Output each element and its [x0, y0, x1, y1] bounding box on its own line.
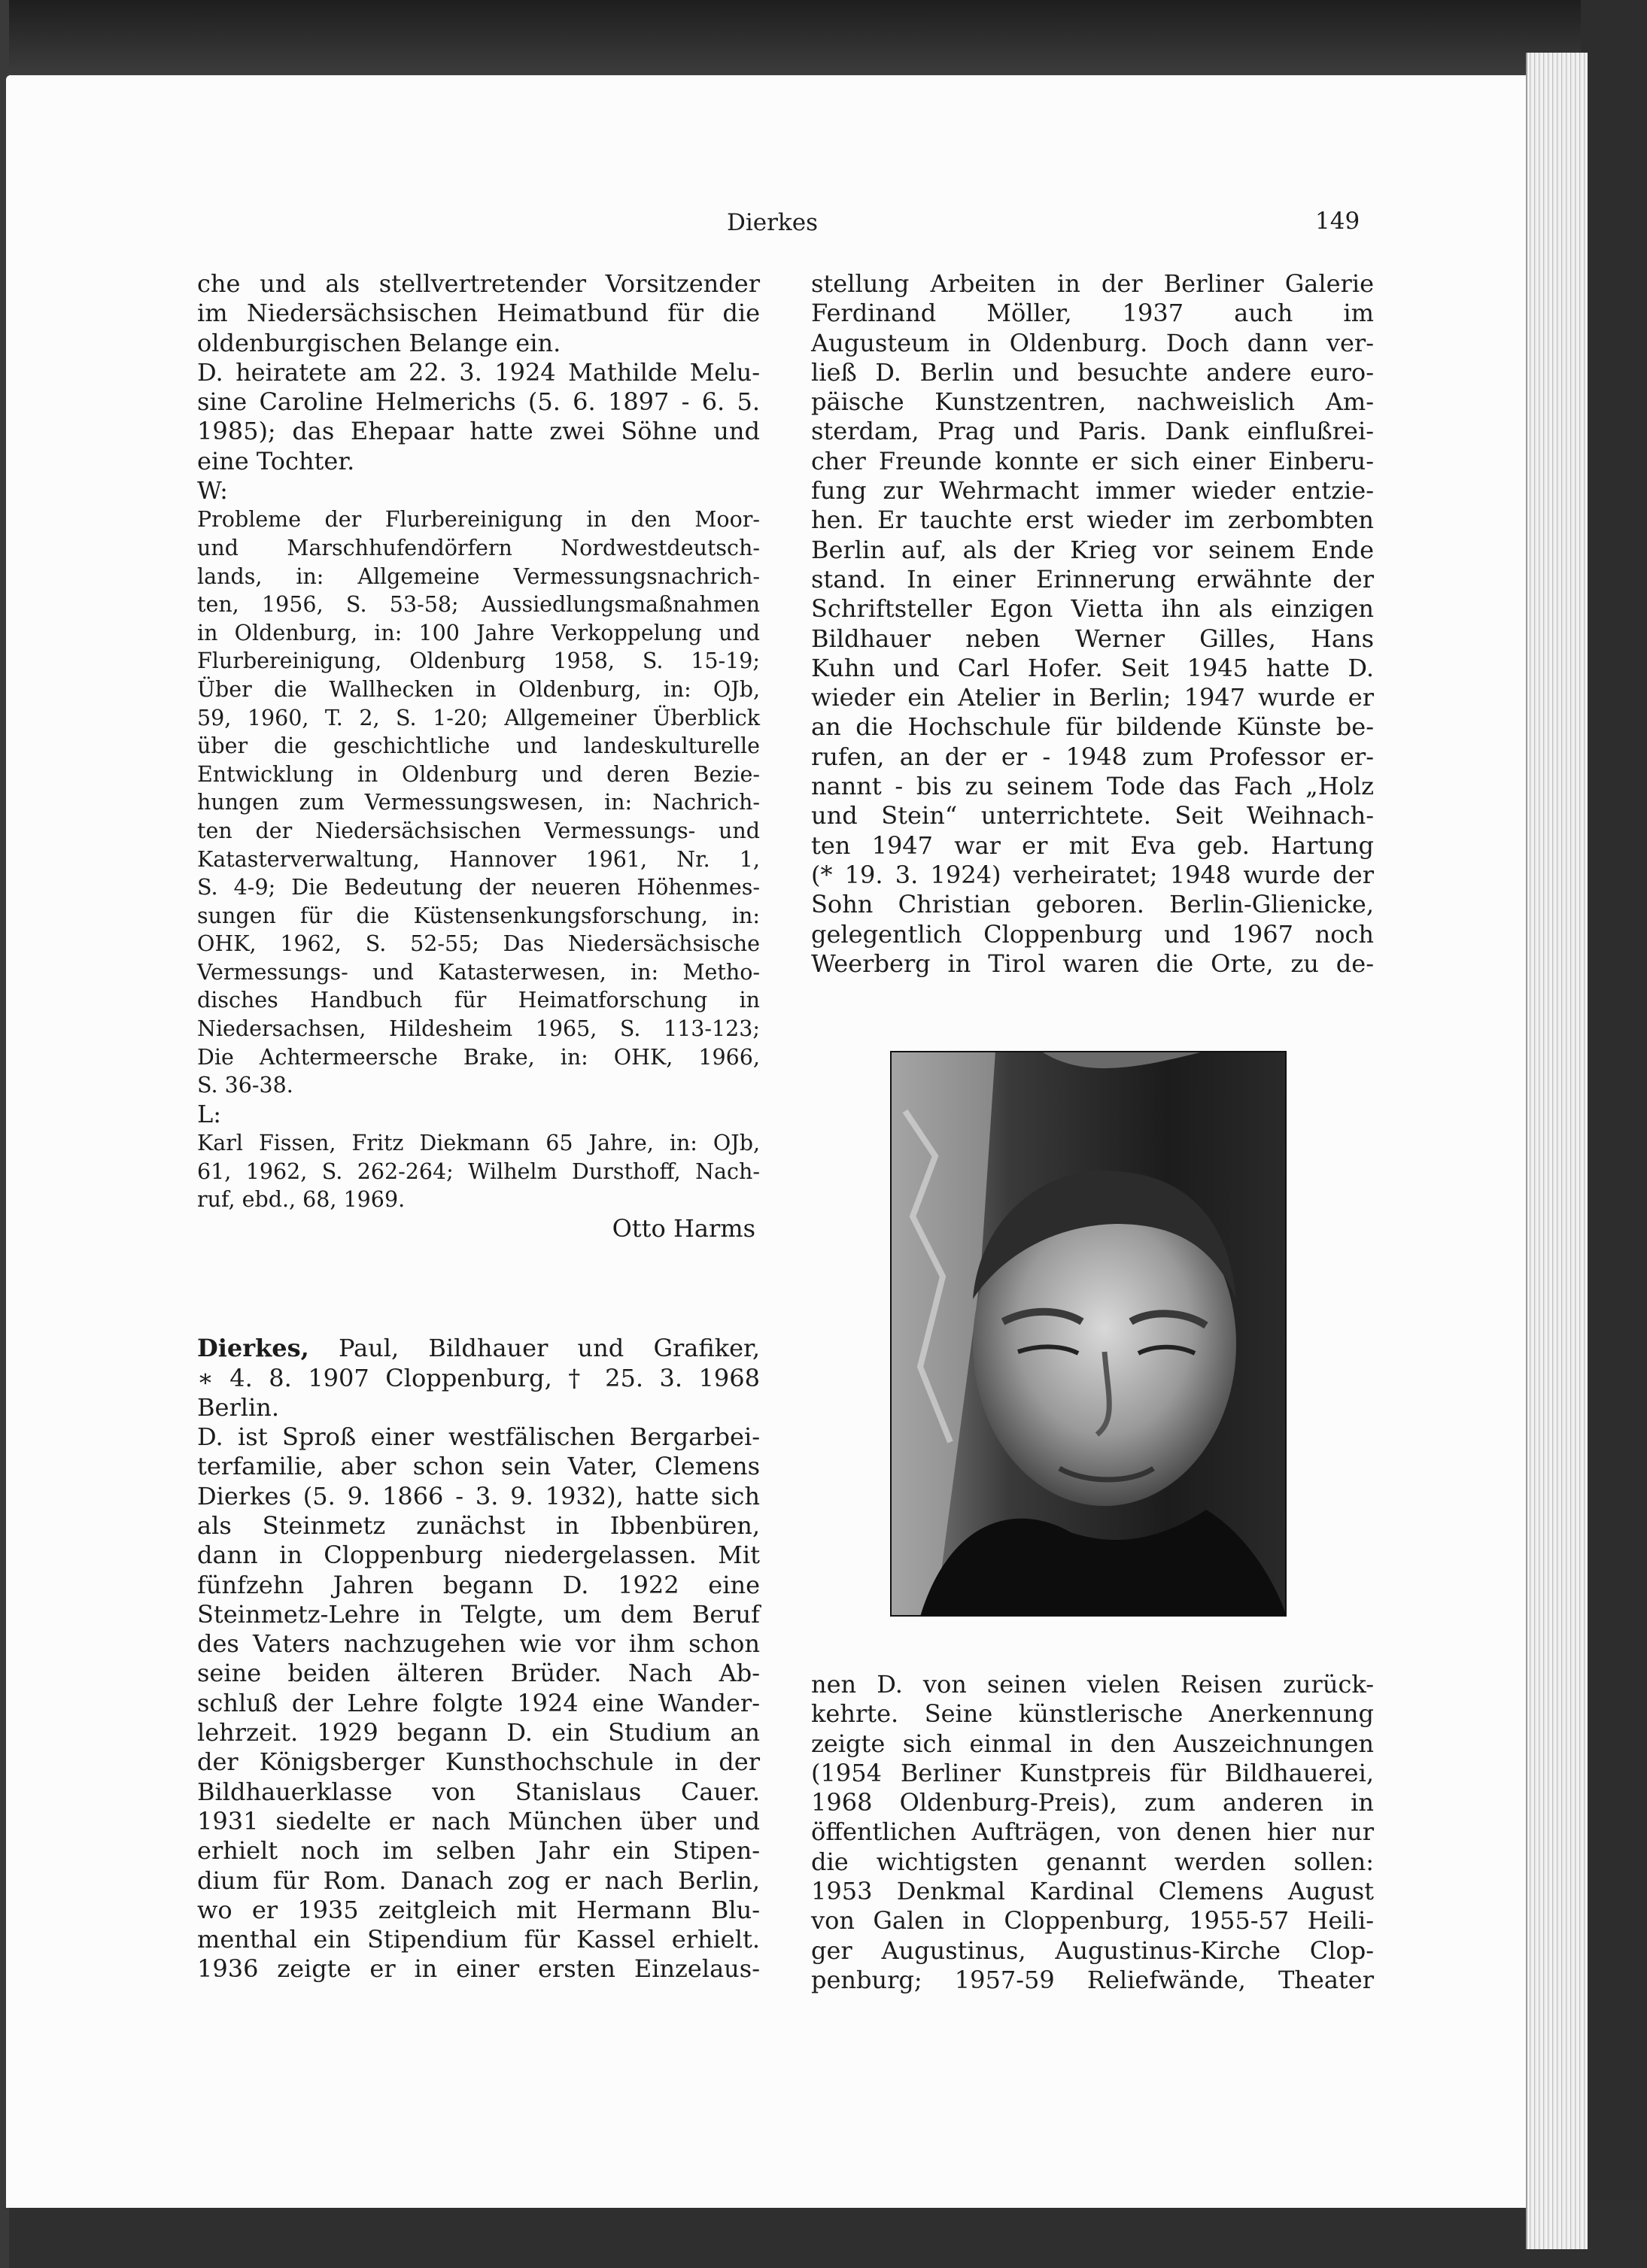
text-line: Dierkes (5. 9. 1866 - 3. 9. 1932), hatte sich [197, 1481, 760, 1510]
text-line: Schriftsteller Egon Vietta ihn als einzigen [811, 594, 1374, 624]
text-line: Vermessungs- und Katasterwesen, in: Metho- [197, 959, 760, 985]
text-line: päische Kunstzentren, nachweislich Am- [811, 387, 1374, 417]
text-line: ten 1947 war er mit Eva geb. Hartung [811, 830, 1374, 860]
text-line: wieder ein Atelier in Berlin; 1947 wurde er [811, 683, 1374, 712]
text-line: hen. Er tauchte erst wieder im zerbombten [811, 506, 1374, 535]
text-line: OHK, 1962, S. 52-55; Das Niedersächsische [197, 931, 760, 957]
text-line: Bildhauer neben Werner Gilles, Hans [811, 624, 1374, 653]
page-number: 149 [1315, 208, 1360, 235]
text-line: D. heiratete am 22. 3. 1924 Mathilde Melu- [197, 357, 760, 387]
text-line: Berlin auf, als der Krieg vor seinem Ende [811, 535, 1374, 564]
text-line: ruf, ebd., 68, 1969. [197, 1187, 406, 1213]
text-line: 59, 1960, T. 2, S. 1-20; Allgemeiner Überblick [197, 705, 760, 730]
text-line: disches Handbuch für Heimatforschung in [197, 988, 760, 1013]
text-line: Berlin. [197, 1392, 279, 1422]
text-line: schluß der Lehre folgte 1924 eine Wander- [197, 1688, 760, 1717]
text-line: als Steinmetz zunächst in Ibbenbüren, [197, 1511, 760, 1540]
text-line: Bildhauerklasse von Stanislaus Cauer. [197, 1777, 760, 1806]
text-line: 1985); das Ehepaar hatte zwei Söhne und [197, 417, 760, 446]
text-line: Entwicklung in Oldenburg und deren Bezie- [197, 761, 760, 787]
text-line: Augusteum in Oldenburg. Doch dann ver- [811, 328, 1374, 357]
text-line: Weerberg in Tirol waren die Orte, zu de- [811, 949, 1374, 978]
text-line: ließ D. Berlin und besuchte andere euro- [811, 357, 1374, 387]
biography-paragraph [197, 1422, 760, 1984]
text-line: Niedersachsen, Hildesheim 1965, S. 113-123; [197, 1016, 760, 1042]
text-line: menthal ein Stipendium für Kassel erhielt. [197, 1925, 760, 1954]
text-line: 61, 1962, S. 262-264; Wilhelm Dursthoff, Nach- [197, 1158, 760, 1184]
text-line: fünfzehn Jahren begann D. 1922 eine [197, 1570, 760, 1599]
works-list [197, 506, 760, 1099]
portrait-image [890, 1051, 1287, 1617]
works-label: W: [197, 476, 228, 506]
text-line: Karl Fissen, Fritz Diekmann 65 Jahre, in: OJb, [197, 1131, 760, 1156]
text-line: Sohn Christian geboren. Berlin-Glienicke, [811, 890, 1374, 919]
text-line: Flurbereinigung, Oldenburg 1958, S. 15-19; [197, 648, 760, 674]
entry-heading [197, 1334, 760, 1363]
text-line: an die Hochschule für bildende Künste be- [811, 712, 1374, 742]
intro-paragraph [197, 269, 760, 358]
entry-dates [197, 1364, 760, 1423]
text-line: Steinmetz-Lehre in Telgte, um dem Beruf [197, 1599, 760, 1629]
text-line: hungen zum Vermessungswesen, in: Nachrich- [197, 790, 760, 815]
text-line: erhielt noch im selben Jahr ein Stipen- [197, 1836, 760, 1866]
literature-list [197, 1129, 760, 1214]
text-line: ger Augustinus, Augustinus-Kirche Clop- [811, 1936, 1374, 1965]
text-line: stellung Arbeiten in der Berliner Galerie [811, 269, 1374, 298]
text-line: ten, 1956, S. 53-58; Aussiedlungsmaßnahmen [197, 592, 760, 618]
text-line: nannt - bis zu seinem Tode das Fach „Holz [811, 772, 1374, 801]
text-line: rufen, an der er - 1948 zum Professor er- [811, 742, 1374, 771]
text-line: terfamilie, aber schon sein Vater, Clemens [197, 1452, 760, 1481]
text-line: lehrzeit. 1929 begann D. ein Studium an [197, 1718, 760, 1747]
text-line: fung zur Wehrmacht immer wieder entzie- [811, 476, 1374, 506]
text-line: kehrte. Seine künstlerische Anerkennung [811, 1699, 1374, 1729]
text-line: zeigte sich einmal in den Auszeichnungen [811, 1729, 1374, 1758]
text-line: die wichtigsten genannt werden sollen: [811, 1847, 1374, 1876]
text-line: sungen für die Küstensenkungsforschung, in: [197, 903, 760, 928]
scan-bottom-border [0, 2200, 1647, 2268]
text-line: lands, in: Allgemeine Vermessungsnachrich- [197, 563, 760, 589]
text-line: nen D. von seinen vielen Reisen zurück- [811, 1670, 1374, 1699]
text-line: D. ist Sproß einer westfälischen Bergarbei- [197, 1422, 760, 1452]
right-column-bottom [811, 1670, 1374, 1995]
text-line: sine Caroline Helmerichs (5. 6. 1897 - 6. 5. [197, 387, 760, 417]
text-line: che und als stellvertretender Vorsitzender [197, 269, 760, 298]
text-line: S. 36-38. [197, 1073, 293, 1098]
text-line: gelegentlich Cloppenburg und 1967 noch [811, 919, 1374, 949]
text-line: Probleme der Flurbereinigung in den Moor- [197, 507, 760, 533]
text-line: 1936 zeigte er in einer ersten Einzelaus- [197, 1954, 760, 1984]
text-line: Die Achtermeersche Brake, in: OHK, 1966, [197, 1044, 760, 1070]
entry-name: Dierkes, [197, 1334, 309, 1363]
text-line: stand. In einer Erinnerung erwähnte der [811, 564, 1374, 594]
text-line: 1968 Oldenburg-Preis), zum anderen in [811, 1788, 1374, 1817]
text-line: öffentlichen Aufträgen, von denen hier nur [811, 1817, 1374, 1847]
text-line: ten der Niedersächsischen Vermessungs- und [197, 818, 760, 843]
text-line: cher Freunde konnte er sich einer Einberu- [811, 446, 1374, 475]
literature-label: L: [197, 1099, 222, 1128]
text-line: Ferdinand Möller, 1937 auch im [811, 299, 1374, 328]
text-line: der Königsberger Kunsthochschule in der [197, 1747, 760, 1777]
right-column-top [811, 269, 1374, 979]
portrait-photo [890, 1051, 1287, 1617]
text-line: Katasterverwaltung, Hannover 1961, Nr. 1, [197, 846, 760, 872]
text-line: oldenburgischen Belange ein. [197, 328, 561, 357]
text-line: wo er 1935 zeitgleich mit Hermann Blu- [197, 1895, 760, 1924]
text-line: über die geschichtliche und landeskulturelle [197, 733, 760, 759]
author-signature: Otto Harms [612, 1213, 755, 1243]
text-line: dann in Cloppenburg niedergelassen. Mit [197, 1541, 760, 1570]
text-line: Über die Wallhecken in Oldenburg, in: OJb, [197, 676, 760, 702]
marriage-paragraph [197, 358, 760, 476]
text-line: 1931 siedelte er nach München über und [197, 1806, 760, 1835]
text-line: penburg; 1957-59 Reliefwände, Theater [811, 1965, 1374, 1994]
text-line: und Marschhufendörfern Nordwestdeutsch- [197, 535, 760, 560]
text-line: und Stein“ unterrichtete. Seit Weihnach- [811, 801, 1374, 830]
book-page-edges [1526, 53, 1588, 2249]
text-line: (* 19. 3. 1924) verheiratet; 1948 wurde der [811, 860, 1374, 889]
text-line: eine Tochter. [197, 446, 355, 475]
text-line: dium für Rom. Danach zog er nach Berlin, [197, 1866, 760, 1895]
text-line: S. 4-9; Die Bedeutung der neueren Höhenmes- [197, 875, 760, 900]
scan-right-border [1581, 0, 1647, 2268]
entry-heading-rest: Paul, Bildhauer und Grafiker, [339, 1334, 761, 1363]
scan-top-border [0, 0, 1647, 75]
text-line: ∗ 4. 8. 1907 Cloppenburg, † 25. 3. 1968 [197, 1363, 760, 1392]
left-column [197, 269, 760, 1984]
text-line: von Galen in Cloppenburg, 1955-57 Heili- [811, 1906, 1374, 1936]
text-line: Kuhn und Carl Hofer. Seit 1945 hatte D. [811, 653, 1374, 682]
text-line: 1953 Denkmal Kardinal Clemens August [811, 1877, 1374, 1906]
text-line: sterdam, Prag und Paris. Dank einflußrei- [811, 417, 1374, 446]
text-line: des Vaters nachzugehen wie vor ihm schon [197, 1629, 760, 1659]
running-head: Dierkes [727, 209, 818, 236]
text-line: (1954 Berliner Kunstpreis für Bildhauerei, [811, 1758, 1374, 1787]
text-line: im Niedersächsischen Heimatbund für die [197, 299, 760, 328]
text-line: in Oldenburg, in: 100 Jahre Verkoppelung und [197, 620, 760, 645]
text-line: seine beiden älteren Brüder. Nach Ab- [197, 1659, 760, 1688]
